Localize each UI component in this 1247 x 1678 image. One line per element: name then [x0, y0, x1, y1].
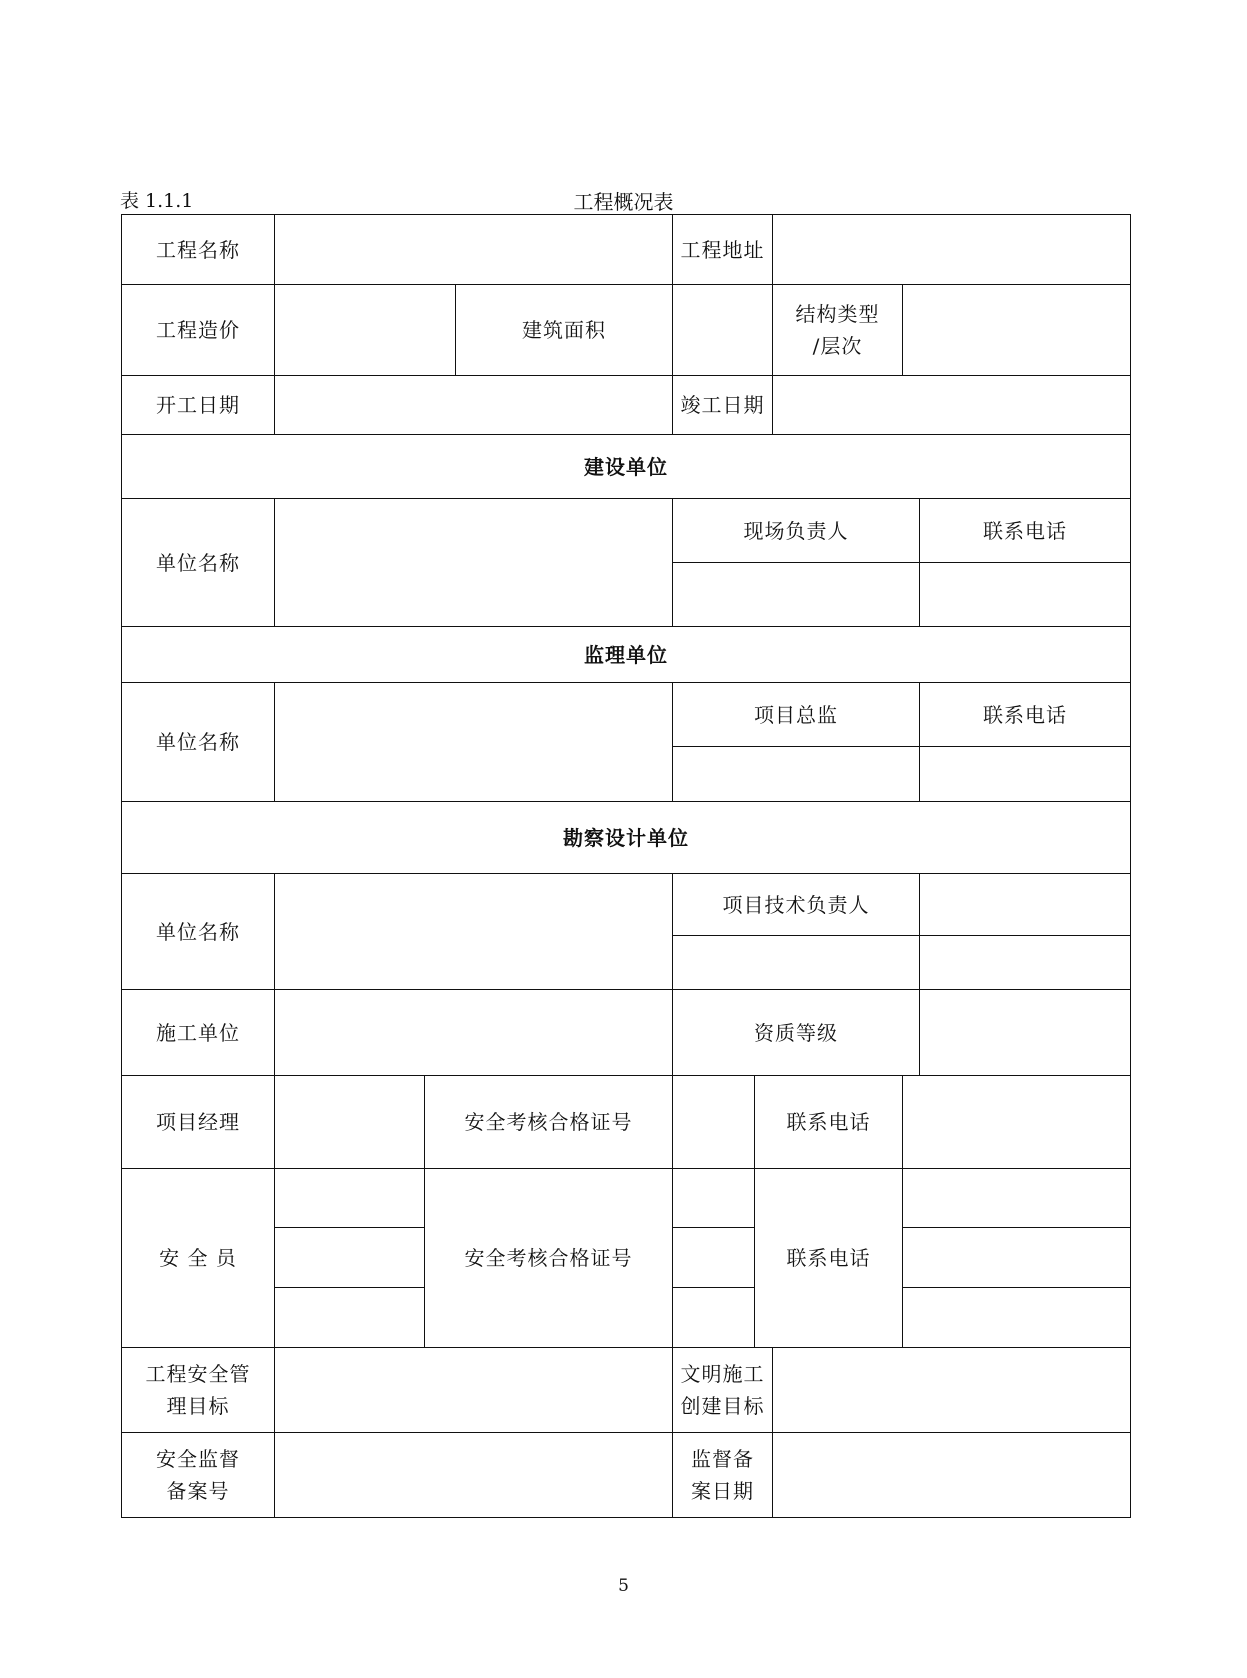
project-cost-label: 工程造价 — [122, 285, 275, 376]
manager-safety-cert-field[interactable] — [673, 1076, 755, 1169]
building-area-field[interactable] — [673, 285, 773, 376]
officer-safety-cert-label: 安全考核合格证号 — [425, 1169, 673, 1348]
section-survey-design-heading: 勘察设计单位 — [122, 802, 1131, 874]
supervisor-unit-name-field[interactable] — [275, 683, 673, 802]
officer-contact-phone-field-1[interactable] — [903, 1169, 1131, 1228]
structure-type-label-line1: 结构类型 — [795, 302, 880, 326]
supervision-record-date-label-line2: 案日期 — [691, 1479, 754, 1503]
tech-manager-phone-field[interactable] — [920, 936, 1131, 990]
page-number: 5 — [618, 1576, 629, 1596]
project-manager-field[interactable] — [275, 1076, 425, 1169]
safety-officer-field-3[interactable] — [275, 1288, 425, 1348]
tech-manager-field[interactable] — [920, 874, 1131, 936]
manager-contact-phone-field[interactable] — [903, 1076, 1131, 1169]
supervision-record-date-label — [673, 1433, 773, 1518]
supervisor-contact-phone-label: 联系电话 — [920, 683, 1131, 747]
structure-type-field[interactable] — [903, 285, 1131, 376]
owner-contact-phone-label: 联系电话 — [920, 499, 1131, 563]
civil-goal-label-line1: 文明施工 — [680, 1362, 765, 1386]
safety-officer-field-1[interactable] — [275, 1169, 425, 1228]
safety-goal-label-line1: 工程安全管 — [145, 1362, 251, 1386]
design-unit-name-field[interactable] — [275, 874, 673, 990]
officer-contact-phone-field-3[interactable] — [903, 1288, 1131, 1348]
owner-contact-phone-field[interactable] — [920, 563, 1131, 627]
supervision-record-no-field[interactable] — [275, 1433, 673, 1518]
supervision-record-date-field[interactable] — [773, 1433, 1131, 1518]
safety-goal-field[interactable] — [275, 1348, 673, 1433]
officer-safety-cert-field-2[interactable] — [673, 1228, 755, 1288]
owner-unit-name-label: 单位名称 — [122, 499, 275, 627]
officer-contact-phone-label: 联系电话 — [755, 1169, 903, 1348]
construction-unit-field[interactable] — [275, 990, 673, 1076]
officer-contact-phone-field-2[interactable] — [903, 1228, 1131, 1288]
civil-goal-field[interactable] — [773, 1348, 1131, 1433]
supervisor-contact-phone-field[interactable] — [920, 747, 1131, 802]
safety-goal-label-line2: 理目标 — [166, 1394, 230, 1418]
officer-safety-cert-field-3[interactable] — [673, 1288, 755, 1348]
project-manager-label: 项目经理 — [122, 1076, 275, 1169]
start-date-field[interactable] — [275, 376, 673, 435]
chief-supervisor-label: 项目总监 — [673, 683, 920, 747]
section-supervisor-heading: 监理单位 — [122, 627, 1131, 683]
building-area-label: 建筑面积 — [456, 285, 673, 376]
safety-officer-label: 安 全 员 — [122, 1169, 275, 1348]
supervisor-unit-name-label: 单位名称 — [122, 683, 275, 802]
safety-goal-label — [122, 1348, 275, 1433]
civil-goal-label-line2: 创建目标 — [680, 1394, 765, 1418]
structure-type-label — [773, 285, 903, 376]
project-name-field[interactable] — [275, 215, 673, 285]
construction-unit-label: 施工单位 — [122, 990, 275, 1076]
manager-safety-cert-label: 安全考核合格证号 — [425, 1076, 673, 1169]
manager-contact-phone-label: 联系电话 — [755, 1076, 903, 1169]
qualification-grade-field[interactable] — [920, 990, 1131, 1076]
project-address-label: 工程地址 — [673, 215, 773, 285]
completion-date-field[interactable] — [773, 376, 1131, 435]
table-title: 工程概况表 — [573, 190, 674, 214]
chief-supervisor-field[interactable] — [673, 747, 920, 802]
owner-site-manager-label: 现场负责人 — [673, 499, 920, 563]
project-overview-table — [121, 214, 1131, 1518]
project-address-field[interactable] — [773, 215, 1131, 285]
completion-date-label: 竣工日期 — [673, 376, 773, 435]
owner-unit-name-field[interactable] — [275, 499, 673, 627]
owner-site-manager-field[interactable] — [673, 563, 920, 627]
safety-officer-field-2[interactable] — [275, 1228, 425, 1288]
start-date-label: 开工日期 — [122, 376, 275, 435]
structure-type-label-line2: /层次 — [812, 334, 863, 358]
design-unit-name-label: 单位名称 — [122, 874, 275, 990]
civil-goal-label — [673, 1348, 773, 1433]
tech-manager-label: 项目技术负责人 — [673, 874, 920, 936]
project-name-label: 工程名称 — [122, 215, 275, 285]
supervision-record-no-label-line1: 安全监督 — [156, 1447, 240, 1471]
supervision-record-no-label — [122, 1433, 275, 1518]
table-number: 表 1.1.1 — [120, 190, 194, 212]
supervision-record-no-label-line2: 备案号 — [166, 1479, 230, 1503]
supervision-record-date-label-line1: 监督备 — [691, 1447, 754, 1471]
project-cost-field[interactable] — [275, 285, 456, 376]
section-owner-heading: 建设单位 — [122, 435, 1131, 499]
qualification-grade-label: 资质等级 — [673, 990, 920, 1076]
tech-manager-extra-field[interactable] — [673, 936, 920, 990]
officer-safety-cert-field-1[interactable] — [673, 1169, 755, 1228]
